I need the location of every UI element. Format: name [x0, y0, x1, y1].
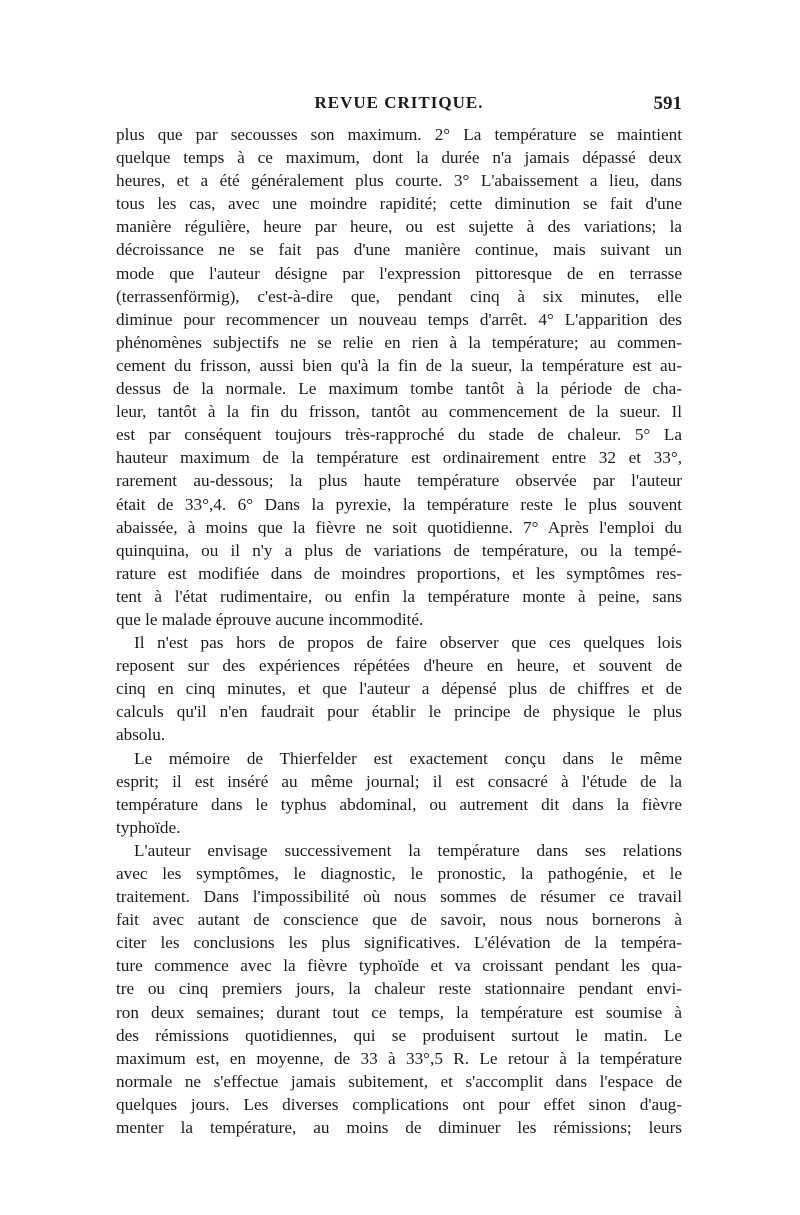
text-line: tre ou cinq premiers jours, la chaleur reste stationnaire pendant envi- — [116, 979, 682, 999]
text-line: absolu. — [116, 725, 166, 745]
text-line: Le mémoire de Thierfelder est exactement conçu dans le même — [134, 748, 682, 768]
text-line: reposent sur des expériences répétées d'heure en heure, et souvent de — [116, 656, 682, 676]
running-title: REVUE CRITIQUE. — [314, 93, 484, 112]
text-line: (terrassenförmig), c'est-à-dire que, pendant cinq à six minutes, elle — [116, 286, 682, 306]
text-line: était de 33°,4. 6° Dans la pyrexie, la température reste le plus souvent — [116, 494, 682, 514]
text-line: maximum est, en moyenne, de 33 à 33°,5 R. Le retour à la température — [116, 1048, 682, 1068]
text-line: fait avec autant de conscience que de savoir, nous nous bornerons à — [116, 910, 682, 930]
text-line: manière régulière, heure par heure, ou est sujette à des variations; la — [116, 217, 682, 237]
text-line: phénomènes subjectifs ne se relie en rien à la température; au commen- — [116, 332, 682, 352]
text-line: température dans le typhus abdominal, ou autrement dit dans la fièvre — [116, 794, 682, 814]
page-number: 591 — [653, 93, 682, 114]
text-line: normale ne s'effectue jamais subitement, et s'accomplit dans l'espace de — [116, 1071, 682, 1091]
text-line: avec les symptômes, le diagnostic, le pronostic, la pathogénie, et le — [116, 864, 682, 883]
text-line: quelque temps à ce maximum, dont la durée n'a jamais dépassé deux — [116, 148, 682, 168]
text-line: mode que l'auteur désigne par l'expression pittoresque de en terrasse — [116, 263, 682, 283]
text-line: ron deux semaines; durant tout ce temps, la température est soumise à — [116, 1002, 682, 1022]
text-line: est par conséquent toujours très-rapproché du stade de chaleur. 5° La — [116, 425, 682, 445]
text-line: calculs qu'il n'en faudrait pour établir le principe de physique le plus — [116, 702, 682, 722]
text-line: esprit; il est inséré au même journal; il est consacré à l'étude de la — [116, 771, 682, 791]
text-line: citer les conclusions les plus significatives. L'élévation de la tempéra- — [116, 933, 682, 953]
text-line: diminue pour recommencer un nouveau temps d'arrêt. 4° L'apparition des — [116, 309, 682, 329]
text-line: tent à l'état rudimentaire, ou enfin la température monte à peine, sans — [116, 586, 682, 606]
text-line: que le malade éprouve aucune incommodité. — [116, 609, 424, 629]
text-line: décroissance ne se fait pas d'une manière continue, mais suivant un — [116, 240, 682, 260]
text-line: abaissée, à moins que la fièvre ne soit quotidienne. 7° Après l'emploi du — [116, 517, 682, 537]
text-line: typhoïde. — [116, 817, 181, 837]
body-text — [116, 123, 682, 1139]
text-line: menter la température, au moins de diminuer les rémissions; leurs — [116, 1118, 682, 1138]
text-line: heures, et a été généralement plus courte. 3° L'abaissement a lieu, dans — [116, 171, 682, 191]
text-line: leur, tantôt à la fin du frisson, tantôt au commencement de la sueur. Il — [116, 402, 682, 422]
text-line: rature est modifiée dans de moindres proportions, et les symptômes res- — [116, 563, 682, 583]
text-line: Il n'est pas hors de propos de faire observer que ces quelques lois — [134, 633, 682, 653]
text-line: cement du frisson, aussi bien qu'à la fin de la sueur, la température est au- — [116, 355, 682, 375]
text-line: ture commence avec la fièvre typhoïde et va croissant pendant les qua- — [116, 956, 682, 976]
text-line: quinquina, ou il n'y a plus de variations de température, ou la tempé- — [116, 540, 682, 560]
text-line: tous les cas, avec une moindre rapidité; cette diminution se fait d'une — [116, 194, 682, 214]
text-line: plus que par secousses son maximum. 2° La température se maintient — [116, 125, 682, 144]
text-line: dessus de la normale. Le maximum tombe tantôt à la période de cha- — [116, 379, 682, 399]
text-line: traitement. Dans l'impossibilité où nous sommes de résumer ce travail — [116, 887, 682, 907]
text-line: des rémissions quotidiennes, qui se produisent surtout le matin. Le — [116, 1025, 682, 1045]
text-line: quelques jours. Les diverses complications ont pour effet sinon d'aug- — [116, 1094, 682, 1114]
running-head — [116, 93, 682, 119]
text-line: rarement au-dessous; la plus haute température observée par l'auteur — [116, 471, 682, 491]
text-line: L'auteur envisage successivement la température dans ses relations — [134, 840, 682, 860]
text-line: cinq en cinq minutes, et que l'auteur a dépensé plus de chiffres et de — [116, 679, 682, 699]
text-line: hauteur maximum de la température est ordinairement entre 32 et 33°, — [116, 448, 682, 468]
